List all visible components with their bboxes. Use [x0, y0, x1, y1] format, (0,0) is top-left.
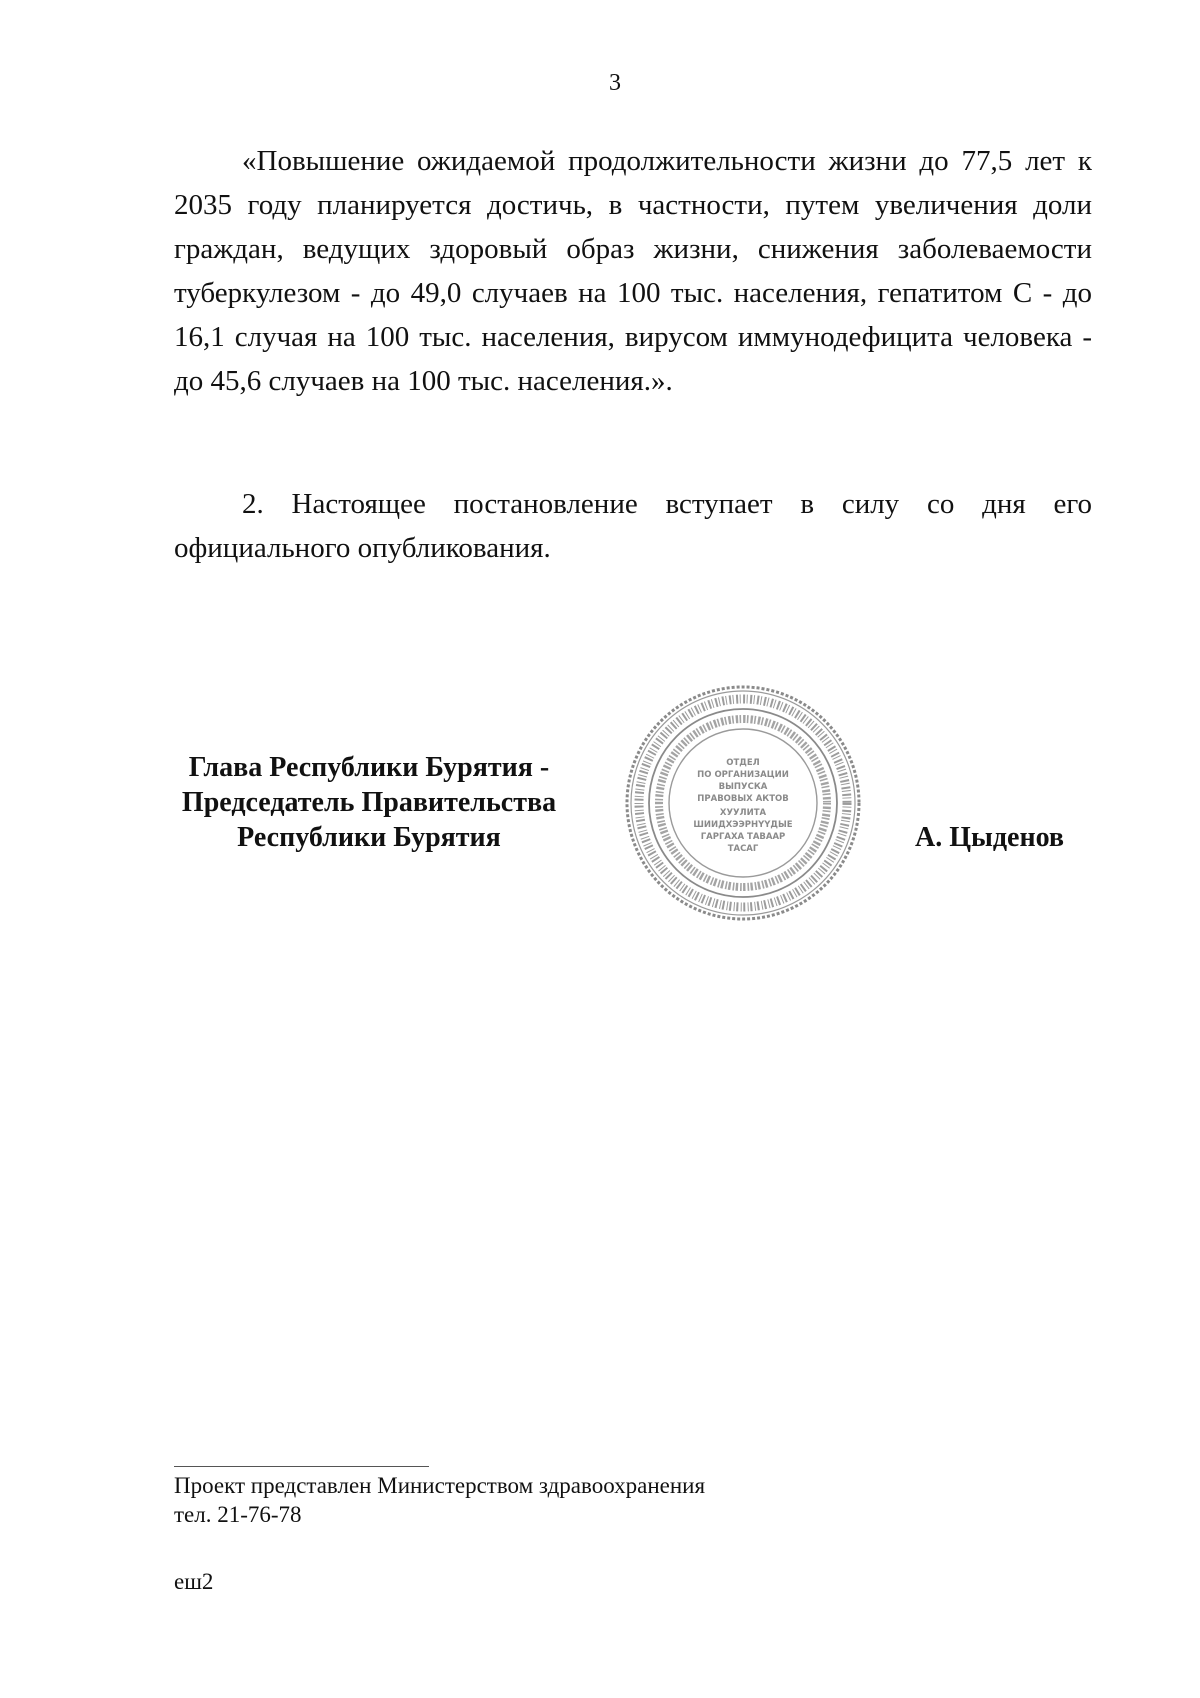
official-seal-stamp	[624, 684, 862, 922]
stamp-inner-line: ОТДЕЛ	[726, 758, 760, 768]
footnote-phone-line: тел. 21-76-78	[174, 1502, 302, 1527]
stamp-inner-line: ПРАВОВЫХ АКТОВ	[697, 794, 789, 804]
page-number: 3	[609, 70, 621, 96]
stamp-inner-line: ГАРГАХА ТАВААР	[700, 832, 786, 842]
footnote-divider	[174, 1466, 429, 1467]
paragraph-effective-date: 2. Настоящее постановление вступает в силу со дня его официального опубликования.	[174, 488, 1092, 564]
stamp-inner-line: ПО ОРГАНИЗАЦИИ	[697, 770, 789, 780]
footnote	[174, 1471, 705, 1529]
footnote-author-line: Проект представлен Министерством здравоохранения	[174, 1473, 706, 1498]
stamp-inner-line: ВЫПУСКА	[718, 782, 768, 792]
signatory-title-line-2: Председатель Правительства	[181, 787, 557, 818]
paragraph-amendment-text: «Повышение ожидаемой продолжительности жизни до 77,5 лет к 2035 году планируется достичь, в частности, путем увеличения доли граждан, ведущих здоровый образ жизни, снижения заболеваемости туберкулезом - до 49,0 случаев на 100 тыс. населения, гепатитом С - до 16,1 случая на 100 тыс. населения, вирусом иммунодефицита человека - до 45,6 случаев на 100 тыс. населения.».	[174, 145, 1092, 397]
signatory-title-line-1: Глава Республики Бурятия -	[188, 752, 550, 783]
signatory-title	[174, 750, 564, 855]
stamp-inner-line: ШИИДХЭЭРНҮҮДЫЕ	[693, 820, 793, 830]
stamp-inner-line: ХУУЛИТА	[719, 808, 767, 818]
signatory-name: А. Цыденов	[915, 822, 1065, 853]
stamp-inner-line: ТАСАГ	[727, 844, 759, 854]
document-code: еш2	[174, 1569, 214, 1594]
signatory-title-line-3: Республики Бурятия	[237, 822, 501, 853]
